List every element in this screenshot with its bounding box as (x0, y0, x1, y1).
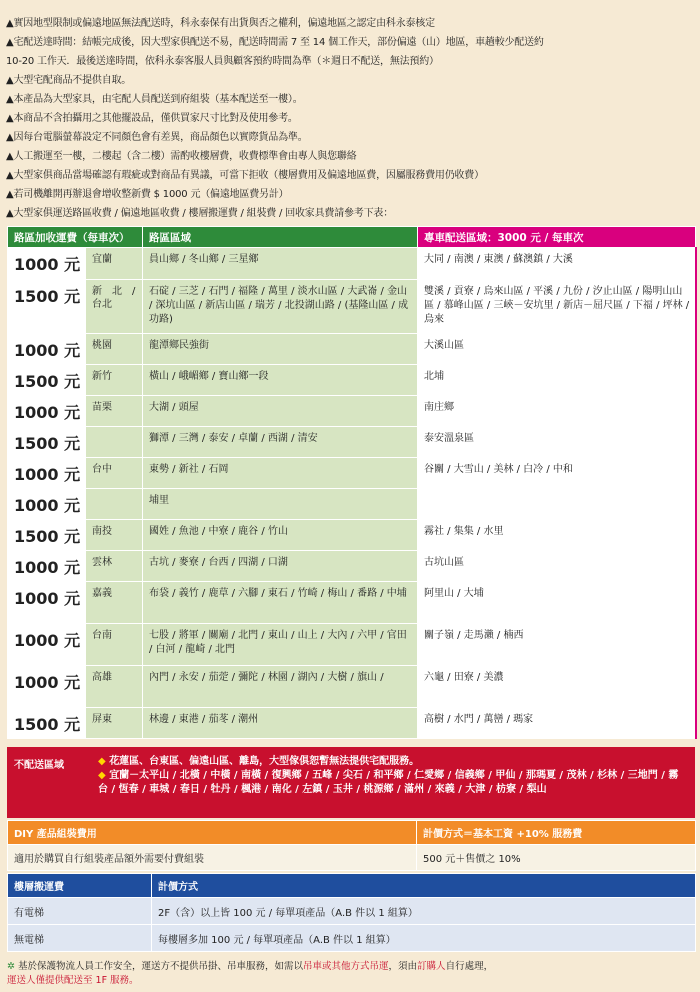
region-cell: 高雄 (86, 666, 143, 708)
areas-cell: 七股 / 將軍 / 關廟 / 北門 / 東山 / 山上 / 大內 / 六甲 / 官田 / 白河 / 龍崎 / 北門 (143, 624, 418, 666)
areas-cell: 橫山 / 峨嵋鄉 / 寶山鄉一段 (143, 365, 418, 396)
price-cell: 1000 元 (8, 458, 86, 489)
price-cell: 1000 元 (8, 551, 86, 582)
floor-price: 2F（含）以上皆 100 元 / 每單項產品（A.B 件以 1 組算） (152, 898, 696, 925)
diy-fee-table (7, 820, 696, 871)
special-cell: 雙溪 / 貢寮 / 烏來山區 / 平溪 / 九份 / 汐止山區 / 陽明山山區 / 慕峰山區 / 三峽－安坑里 / 新店－屈尺區 / 下福 / 坪林 / 烏來 (418, 280, 696, 334)
no-delivery-label: 不配送區域 (14, 760, 64, 771)
table-row (8, 365, 696, 396)
region-cell: 雲林 (86, 551, 143, 582)
header-fee: 路區加收運費（每車次） (8, 227, 143, 248)
table-row (8, 624, 696, 666)
areas-cell: 古坑 / 麥寮 / 台西 / 四湖 / 口湖 (143, 551, 418, 582)
price-cell: 1500 元 (8, 427, 86, 458)
shipping-fee-table (7, 226, 697, 739)
special-cell: 大同 / 南澳 / 東澳 / 蘇澳鎮 / 大溪 (418, 248, 696, 280)
special-cell: 南庄鄉 (418, 396, 696, 427)
region-cell: 新 北 / 台北 (86, 280, 143, 334)
header-area: 路區區域 (143, 227, 418, 248)
no-delivery-text (94, 747, 695, 818)
areas-cell: 埔里 (143, 489, 418, 520)
note-line: ▲大型宅配商品不提供自取。 (6, 75, 132, 86)
table-row (8, 248, 696, 280)
areas-cell: 國姓 / 魚池 / 中寮 / 鹿谷 / 竹山 (143, 520, 418, 551)
note-line: ▲大型家俱商品當場確認有瑕疵或對商品有異議，可當下拒收（樓層費用及偏遠地區費，因屬服務費用仍收費） (6, 170, 484, 181)
header-special: 專車配送區域：3000 元 / 每車次 (418, 227, 696, 248)
footer-text: ，須由 (388, 961, 418, 972)
diy-desc: 適用於購買自行組裝產品額外需要付費組裝 (8, 845, 417, 871)
price-cell: 1500 元 (8, 280, 86, 334)
no-delivery-line: 花蓮區、台東區、偏遠山區、離島，大型傢俱恕暫無法提供宅配服務。 (109, 756, 420, 767)
note-line: ▲大型家俱運送路區收費 / 偏遠地區收費 / 樓層搬運費 / 組裝費 / 回收家具費請參考下表： (6, 208, 393, 219)
note-line: ▲實因地型限制或偏遠地區無法配送時，科永泰保有出貨與否之權利，偏遠地區之認定由科永泰核定 (6, 18, 435, 29)
floor-type: 有電梯 (8, 898, 152, 925)
areas-cell: 布袋 / 義竹 / 鹿草 / 六腳 / 東石 / 竹崎 / 梅山 / 番路 / 中埔 (143, 582, 418, 624)
table-row (8, 582, 696, 624)
footer-text-red: 吊車或其他方式吊運 (303, 961, 389, 972)
areas-cell: 龍潭鄉民強街 (143, 334, 418, 365)
note-line: ▲本商品不含拍攝用之其他擺設品，僅供買家尺寸比對及使用參考。 (6, 113, 298, 124)
areas-cell: 石碇 / 三芝 / 石門 / 福隆 / 萬里 / 淡水山區 / 大武崙 / 金山 / 深坑山區 / 新店山區 / 瑞芳 / 北投湖山路 / (基隆山區 / 成功路) (143, 280, 418, 334)
areas-cell: 大湖 / 頭屋 (143, 396, 418, 427)
areas-cell: 獅潭 / 三灣 / 泰安 / 卓蘭 / 西湖 / 清安 (143, 427, 418, 458)
region-cell: 宜蘭 (86, 248, 143, 280)
price-cell: 1000 元 (8, 624, 86, 666)
price-cell: 1500 元 (8, 708, 86, 739)
no-delivery-line: 宜蘭－太平山 / 北橫 / 中橫 / 南橫 / 復興鄉 / 五峰 / 尖石 / 和平鄉 / 仁愛鄉 / 信義鄉 / 甲仙 / 那瑪夏 / 茂林 / 杉林 / 三地門 / 霧台 / 恆春 / 車城 / 春日 / 牡丹 / 楓港 / 南化 / 左鎮 / 玉井 / 桃源鄉 / 滿州 / 來義 / 大津 / 枋寮 / 梨山 (98, 770, 679, 795)
diy-title: DIY 產品組裝費用 (8, 821, 417, 845)
areas-cell: 林邊 / 東港 / 茄苳 / 潮州 (143, 708, 418, 739)
note-line: ▲若司機離開再辦退會增收整新費 $ 1000 元（偏遠地區費另計） (6, 189, 289, 200)
price-cell: 1000 元 (8, 489, 86, 520)
table-row (8, 396, 696, 427)
price-cell: 1000 元 (8, 334, 86, 365)
note-line: ▲宅配送達時間：結帳完成後，因大型家俱配送不易，配送時間需 7 至 14 個工作天，部份偏遠（山）地區，車趟較少配送約 (6, 37, 544, 48)
note-line: ▲因每台電腦螢幕設定不同顏色會有差異，商品顏色以實際貨品為準。 (6, 132, 308, 143)
price-cell: 1500 元 (8, 520, 86, 551)
special-cell: 關子嶺 / 走馬瀨 / 楠西 (418, 624, 696, 666)
table-row (8, 666, 696, 708)
region-cell (86, 489, 143, 520)
delivery-notes (6, 14, 696, 223)
region-cell: 台南 (86, 624, 143, 666)
table-row (8, 489, 696, 520)
special-cell: 阿里山 / 大埔 (418, 582, 696, 624)
table-row (8, 280, 696, 334)
special-cell: 北埔 (418, 365, 696, 396)
footer-text-red: 訂購人 (417, 961, 446, 972)
price-cell: 1000 元 (8, 396, 86, 427)
table-row (8, 458, 696, 489)
special-cell: 大溪山區 (418, 334, 696, 365)
floor-title: 樓層搬運費 (8, 874, 152, 898)
price-cell: 1000 元 (8, 582, 86, 624)
special-cell: 高樹 / 水門 / 萬巒 / 瑪家 (418, 708, 696, 739)
footer-note (7, 960, 695, 988)
special-cell: 泰安溫泉區 (418, 427, 696, 458)
price-cell: 1500 元 (8, 365, 86, 396)
table-row (8, 551, 696, 582)
footer-text: 自行處理， (445, 961, 494, 972)
region-cell: 南投 (86, 520, 143, 551)
region-cell: 台中 (86, 458, 143, 489)
table-row (8, 427, 696, 458)
areas-cell: 員山鄉 / 冬山鄉 / 三星鄉 (143, 248, 418, 280)
region-cell: 苗栗 (86, 396, 143, 427)
floor-type: 無電梯 (8, 925, 152, 952)
floor-method-title: 計價方式 (152, 874, 696, 898)
floor-price: 每樓層多加 100 元 / 每單項產品（A.B 件以 1 組算） (152, 925, 696, 952)
note-line: ▲本產品為大型家具，由宅配人員配送到府組裝（基本配送至一樓）。 (6, 94, 303, 105)
note-line: 10-20 工作天．最後送達時間，依科永泰客服人員與顧客預約時間為準（＊週日不配送，無法預約） (6, 56, 439, 67)
floor-fee-table (7, 873, 696, 952)
diy-method-title: 計價方式＝基本工資 +10% 服務費 (417, 821, 696, 845)
region-cell (86, 427, 143, 458)
no-delivery-section (7, 747, 695, 818)
table-row (8, 520, 696, 551)
region-cell: 嘉義 (86, 582, 143, 624)
region-cell: 屏東 (86, 708, 143, 739)
areas-cell: 內門 / 永安 / 茄萣 / 彌陀 / 林園 / 湖內 / 大樹 / 旗山 / (143, 666, 418, 708)
special-cell: 谷關 / 大雪山 / 美林 / 白冷 / 中和 (418, 458, 696, 489)
special-cell (418, 489, 696, 520)
note-line: ▲人工搬運至一樓，二樓起（含二樓）需酌收樓層費，收費標準會由專人與您聯絡 (6, 151, 357, 162)
bullet-icon: ◆ (98, 756, 106, 767)
region-cell: 新竹 (86, 365, 143, 396)
region-cell: 桃園 (86, 334, 143, 365)
special-cell: 霧社 / 集集 / 水里 (418, 520, 696, 551)
special-cell: 六龜 / 田寮 / 美濃 (418, 666, 696, 708)
star-icon: ✲ (7, 961, 15, 972)
diy-price: 500 元＋售價之 10% (417, 845, 696, 871)
price-cell: 1000 元 (8, 248, 86, 280)
footer-text-red: 運送人僅提供配送至 1F 服務。 (7, 975, 139, 986)
table-row (8, 334, 696, 365)
price-cell: 1000 元 (8, 666, 86, 708)
table-row (8, 708, 696, 739)
bullet-icon: ◆ (98, 770, 106, 781)
areas-cell: 東勢 / 新社 / 石岡 (143, 458, 418, 489)
special-cell: 古坑山區 (418, 551, 696, 582)
footer-text: 基於保護物流人員工作安全，運送方不提供吊掛、吊車服務，如需以 (18, 961, 304, 972)
